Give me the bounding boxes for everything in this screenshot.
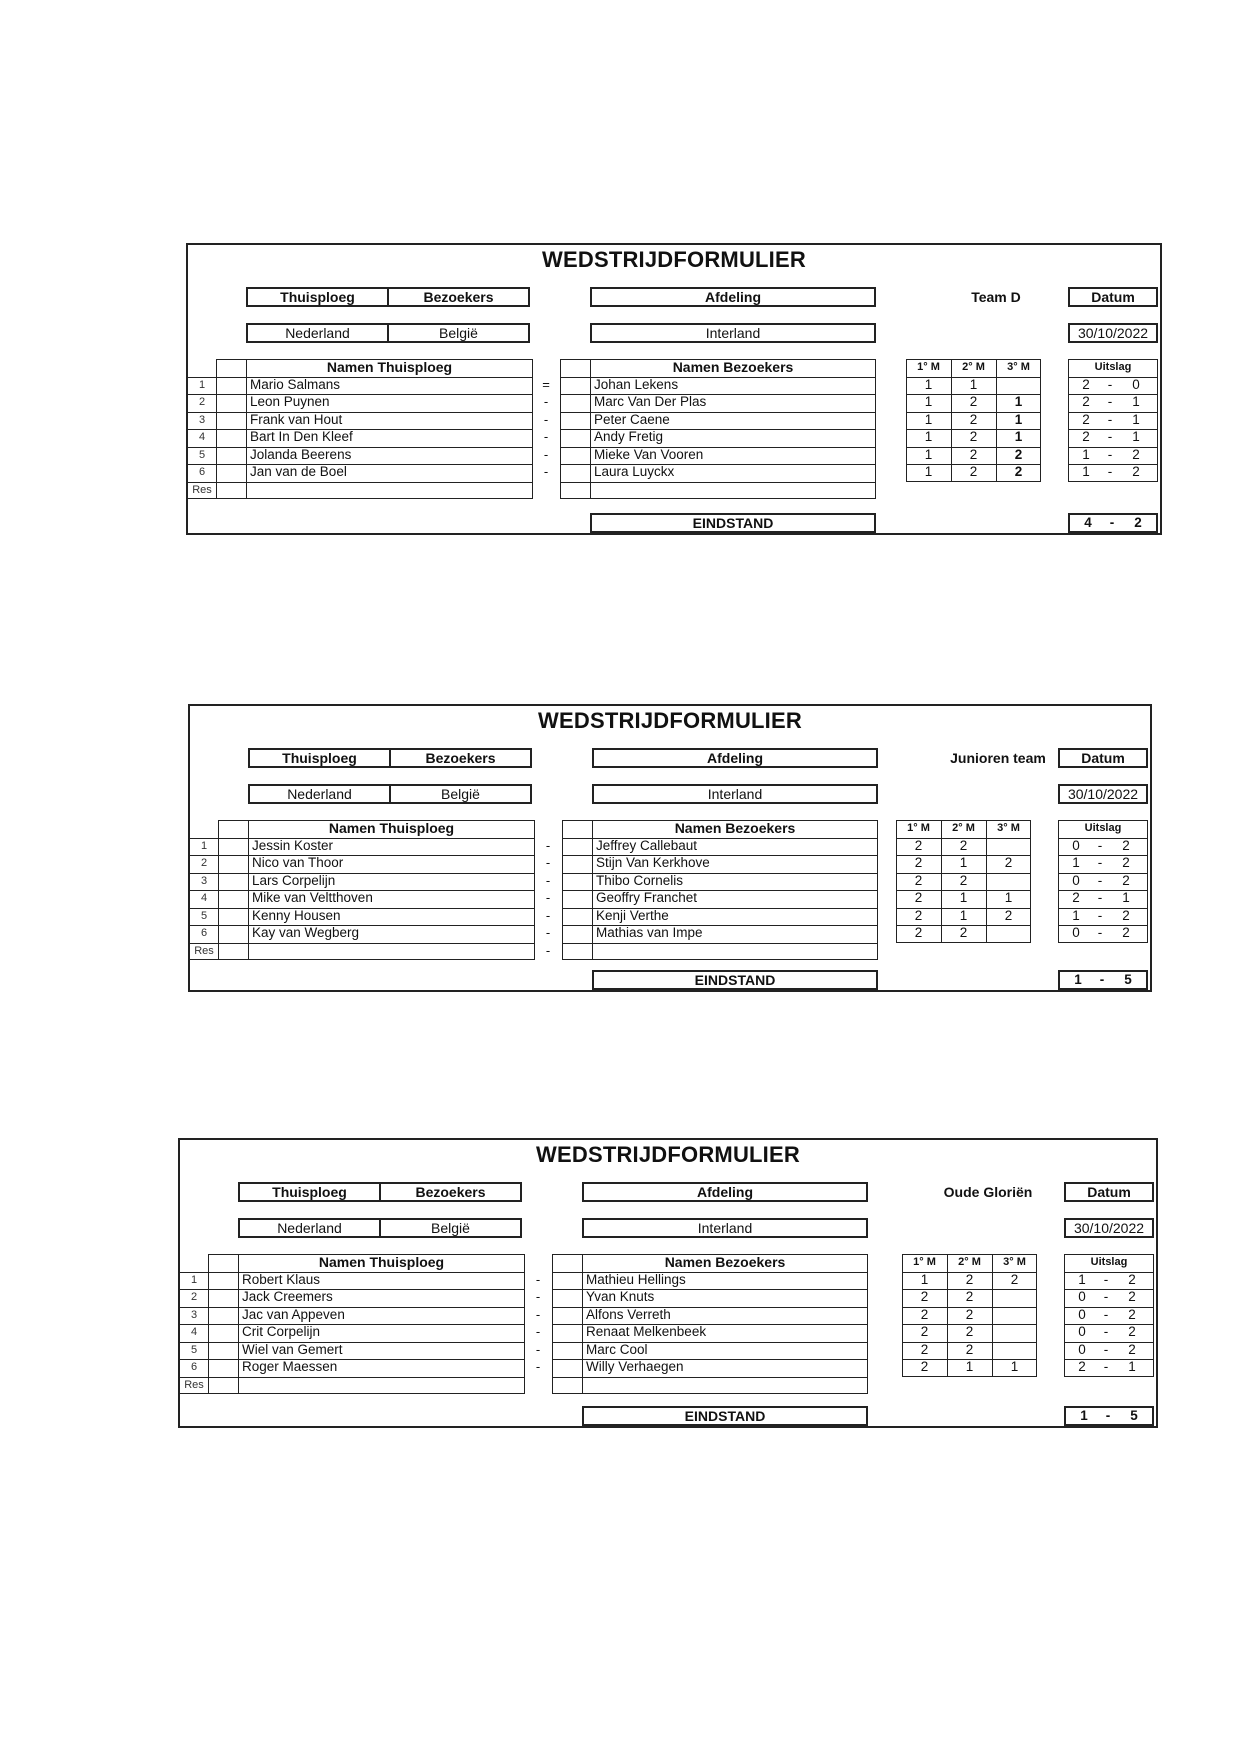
game-score: 2 — [914, 925, 923, 940]
home-label: Thuisploeg — [246, 287, 389, 307]
row-separator: - — [545, 907, 551, 923]
away-player-name: Mathieu Hellings — [586, 1271, 686, 1287]
game-score: 2 — [969, 464, 978, 479]
result-away: 1 — [1132, 429, 1140, 444]
result-home: 1 — [1082, 446, 1090, 462]
game-score: 2 — [1004, 855, 1013, 870]
home-player-name: Roger Maessen — [242, 1359, 338, 1374]
game-score: 2 — [920, 1289, 929, 1304]
row-number: 5 — [198, 448, 206, 461]
result-home: 1 — [1072, 907, 1080, 923]
away-player-name: Andy Fretig — [594, 429, 664, 444]
game-score: 2 — [914, 907, 923, 923]
final-away: 2 — [1134, 515, 1142, 530]
row-number: 4 — [190, 1326, 198, 1338]
game-score — [986, 838, 1031, 856]
res-separator: - — [545, 942, 551, 958]
game-score — [992, 1307, 1037, 1325]
match-form — [186, 243, 1162, 535]
away-player-name: Johan Lekens — [594, 376, 679, 392]
away-player-name: Peter Caene — [594, 411, 670, 427]
game-score: 2 — [1014, 464, 1023, 479]
away-player-name: Mieke Van Vooren — [594, 446, 704, 462]
result-away: 2 — [1128, 1271, 1136, 1287]
team-name: Oude Gloriën — [943, 1184, 1033, 1200]
result-dash: - — [1103, 1359, 1109, 1374]
game-score: 1 — [924, 411, 933, 427]
home-team: Nederland — [246, 323, 389, 343]
game-score: 1 — [1010, 1359, 1019, 1374]
game-score — [992, 1342, 1037, 1360]
result-away: 2 — [1132, 446, 1140, 462]
away-player-name: Willy Verhaegen — [586, 1359, 684, 1374]
home-player-name: Crit Corpelijn — [242, 1324, 321, 1339]
result-away: 2 — [1122, 837, 1130, 853]
date-label: Datum — [1058, 748, 1148, 768]
game-score: 2 — [914, 837, 923, 853]
row-separator: - — [535, 1359, 541, 1374]
away-player-name: Thibo Cornelis — [596, 872, 684, 888]
row-line — [560, 482, 876, 483]
game-score: 2 — [965, 1324, 974, 1339]
game-2-header: 2° M — [962, 361, 985, 373]
result-away: 2 — [1128, 1306, 1136, 1322]
team-name: Junioren team — [950, 750, 1046, 766]
final-score — [1068, 513, 1158, 533]
final-label: EINDSTAND — [582, 1406, 868, 1426]
home-team: Nederland — [248, 784, 391, 804]
home-names-header: Namen Thuisploeg — [326, 359, 453, 375]
result-home: 0 — [1078, 1341, 1086, 1357]
result-home: 2 — [1078, 1359, 1086, 1374]
result-away: 2 — [1128, 1324, 1136, 1339]
game-score: 2 — [965, 1271, 974, 1287]
row-number: 6 — [190, 1361, 198, 1373]
division-label: Afdeling — [582, 1182, 868, 1202]
row-number: 6 — [198, 466, 206, 478]
home-player-name: Nico van Thoor — [252, 855, 344, 870]
home-player-name: Mike van Veltthoven — [252, 890, 373, 905]
away-label: Bezoekers — [389, 748, 532, 768]
game-3-header: 3° M — [1003, 1256, 1026, 1268]
row-separator: - — [535, 1324, 541, 1339]
away-player-name: Stijn Van Kerkhove — [596, 855, 710, 870]
result-home: 0 — [1078, 1289, 1086, 1304]
game-score: 1 — [924, 464, 933, 479]
res-label: Res — [184, 1378, 204, 1391]
home-player-name: Frank van Hout — [250, 411, 343, 427]
result-away: 2 — [1122, 872, 1130, 888]
home-team: Nederland — [238, 1218, 381, 1238]
away-label: Bezoekers — [379, 1182, 522, 1202]
row-line — [188, 482, 533, 483]
game-score: 2 — [965, 1289, 974, 1304]
result-away: 1 — [1132, 394, 1140, 409]
result-away: 2 — [1122, 855, 1130, 870]
final-home: 1 — [1080, 1408, 1088, 1423]
row-separator: - — [545, 925, 551, 940]
away-player-name: Jeffrey Callebaut — [596, 837, 698, 853]
row-separator: - — [535, 1271, 541, 1287]
away-team: België — [389, 784, 532, 804]
date-label: Datum — [1064, 1182, 1154, 1202]
game-score: 2 — [969, 429, 978, 444]
home-player-name: Mario Salmans — [250, 376, 341, 392]
game-score: 2 — [959, 925, 968, 940]
result-away: 2 — [1122, 925, 1130, 940]
home-player-name: Robert Klaus — [242, 1271, 321, 1287]
match-form — [188, 704, 1152, 992]
result-home: 2 — [1082, 429, 1090, 444]
result-home: 0 — [1072, 872, 1080, 888]
home-player-name: Jolanda Beerens — [250, 446, 352, 462]
res-label: Res — [194, 944, 214, 957]
row-line — [552, 1377, 868, 1378]
game-3-header: 3° M — [1007, 361, 1030, 373]
home-player-name: Kay van Wegberg — [252, 925, 360, 940]
row-number: 2 — [198, 396, 206, 408]
away-player-name: Kenji Verthe — [596, 907, 669, 923]
result-dash: - — [1107, 429, 1113, 444]
result-home: 0 — [1078, 1306, 1086, 1322]
home-player-name: Jan van de Boel — [250, 464, 347, 479]
form-title: WEDSTRIJDFORMULIER — [542, 247, 806, 272]
final-dash: - — [1099, 972, 1105, 987]
final-label: EINDSTAND — [590, 513, 876, 533]
final-label: EINDSTAND — [592, 970, 878, 990]
away-player-name: Marc Van Der Plas — [594, 394, 707, 409]
game-score: 1 — [959, 907, 968, 923]
row-separator: = — [542, 376, 550, 392]
game-score: 2 — [914, 855, 923, 870]
game-score: 2 — [969, 446, 978, 462]
row-separator: - — [545, 872, 551, 888]
result-dash: - — [1097, 890, 1103, 905]
result-dash: - — [1097, 925, 1103, 940]
result-dash: - — [1097, 855, 1103, 870]
row-number: 5 — [200, 909, 208, 922]
home-player-name: Jack Creemers — [242, 1289, 333, 1304]
game-score: 1 — [1004, 890, 1013, 905]
row-separator: - — [543, 394, 549, 409]
date-value: 30/10/2022 — [1064, 1218, 1154, 1238]
row-separator: - — [543, 464, 549, 479]
row-separator: - — [535, 1289, 541, 1304]
row-line — [562, 943, 878, 944]
row-number: 1 — [198, 378, 206, 391]
result-dash: - — [1103, 1341, 1109, 1357]
game-score: 2 — [959, 872, 968, 888]
row-number: 5 — [190, 1343, 198, 1356]
row-line — [190, 943, 535, 944]
row-separator: - — [545, 890, 551, 905]
game-score: 2 — [920, 1324, 929, 1339]
game-score: 2 — [1014, 446, 1023, 462]
result-home: 2 — [1072, 890, 1080, 905]
result-away: 1 — [1122, 890, 1130, 905]
result-dash: - — [1107, 411, 1113, 427]
final-home: 4 — [1084, 515, 1092, 530]
row-number: 2 — [200, 857, 208, 869]
away-label: Bezoekers — [387, 287, 530, 307]
game-score: 1 — [924, 376, 933, 392]
result-home: 1 — [1082, 464, 1090, 479]
row-number: 4 — [200, 892, 208, 904]
result-home: 0 — [1078, 1324, 1086, 1339]
final-away: 5 — [1130, 1408, 1138, 1423]
game-score: 1 — [1014, 429, 1023, 444]
final-score — [1064, 1406, 1154, 1426]
result-header: Uitslag — [1084, 822, 1122, 834]
row-number: 3 — [198, 413, 206, 426]
row-number: 3 — [190, 1308, 198, 1321]
result-away: 2 — [1132, 464, 1140, 479]
row-number: 4 — [198, 431, 206, 443]
game-score: 2 — [965, 1306, 974, 1322]
game-1-header: 1° M — [907, 822, 930, 834]
game-score: 1 — [1014, 411, 1023, 427]
division-value: Interland — [592, 784, 878, 804]
game-2-header: 2° M — [958, 1256, 981, 1268]
result-home: 2 — [1082, 411, 1090, 427]
home-player-name: Lars Corpelijn — [252, 872, 336, 888]
game-2-header: 2° M — [952, 822, 975, 834]
form-title: WEDSTRIJDFORMULIER — [536, 1142, 800, 1167]
result-dash: - — [1103, 1289, 1109, 1304]
game-score — [986, 873, 1031, 891]
game-score: 1 — [924, 429, 933, 444]
game-score: 2 — [914, 890, 923, 905]
away-names-header: Namen Bezoekers — [674, 820, 796, 836]
division-value: Interland — [590, 323, 876, 343]
game-3-header: 3° M — [997, 822, 1020, 834]
game-score: 1 — [969, 376, 978, 392]
away-player-name: Alfons Verreth — [586, 1306, 671, 1322]
result-dash: - — [1107, 464, 1113, 479]
away-player-name: Marc Cool — [586, 1341, 648, 1357]
row-separator: - — [535, 1341, 541, 1357]
game-1-header: 1° M — [913, 1256, 936, 1268]
home-player-name: Bart In Den Kleef — [250, 429, 353, 444]
team-name: Team D — [971, 289, 1021, 305]
result-away: 2 — [1128, 1289, 1136, 1304]
final-dash: - — [1109, 515, 1115, 530]
date-label: Datum — [1068, 287, 1158, 307]
final-score — [1058, 970, 1148, 990]
game-score — [992, 1324, 1037, 1342]
res-label: Res — [192, 483, 212, 496]
game-score: 1 — [959, 855, 968, 870]
row-number: 1 — [190, 1273, 198, 1286]
form-title: WEDSTRIJDFORMULIER — [538, 708, 802, 733]
row-separator: - — [545, 855, 551, 870]
away-player-name: Yvan Knuts — [586, 1289, 655, 1304]
game-score: 2 — [1004, 907, 1013, 923]
game-score: 1 — [924, 394, 933, 409]
division-value: Interland — [582, 1218, 868, 1238]
row-number: 2 — [190, 1291, 198, 1303]
result-dash: - — [1097, 872, 1103, 888]
game-score: 2 — [969, 411, 978, 427]
home-player-name: Jessin Koster — [252, 837, 334, 853]
game-score — [996, 377, 1041, 395]
home-player-name: Jac van Appeven — [242, 1306, 345, 1322]
division-label: Afdeling — [592, 748, 878, 768]
away-names-header: Namen Bezoekers — [664, 1254, 786, 1270]
result-away: 2 — [1128, 1341, 1136, 1357]
home-player-name: Wiel van Gemert — [242, 1341, 343, 1357]
home-player-name: Leon Puynen — [250, 394, 330, 409]
row-separator: - — [535, 1306, 541, 1322]
result-away: 1 — [1132, 411, 1140, 427]
result-home: 0 — [1072, 925, 1080, 940]
result-home: 2 — [1082, 394, 1090, 409]
away-team: België — [379, 1218, 522, 1238]
row-line — [180, 1377, 525, 1378]
result-dash: - — [1097, 907, 1103, 923]
result-dash: - — [1097, 837, 1103, 853]
row-separator: - — [543, 429, 549, 444]
game-score: 1 — [1014, 394, 1023, 409]
game-score: 2 — [1010, 1271, 1019, 1287]
row-separator: - — [543, 411, 549, 427]
game-score: 2 — [969, 394, 978, 409]
game-score: 2 — [914, 872, 923, 888]
date-value: 30/10/2022 — [1058, 784, 1148, 804]
home-label: Thuisploeg — [248, 748, 391, 768]
game-score: 2 — [965, 1341, 974, 1357]
game-score: 2 — [920, 1306, 929, 1322]
date-value: 30/10/2022 — [1068, 323, 1158, 343]
result-home: 1 — [1078, 1271, 1086, 1287]
result-header: Uitslag — [1090, 1256, 1128, 1268]
result-home: 2 — [1082, 376, 1090, 392]
home-player-name: Kenny Housen — [252, 907, 341, 923]
result-dash: - — [1103, 1306, 1109, 1322]
game-score: 2 — [920, 1341, 929, 1357]
result-dash: - — [1103, 1324, 1109, 1339]
away-player-name: Mathias van Impe — [596, 925, 703, 940]
game-score — [986, 925, 1031, 943]
row-number: 1 — [200, 839, 208, 852]
away-player-name: Laura Luyckx — [594, 464, 675, 479]
row-separator: - — [545, 837, 551, 853]
home-names-header: Namen Thuisploeg — [318, 1254, 445, 1270]
result-dash: - — [1107, 376, 1113, 392]
game-score — [992, 1289, 1037, 1307]
game-score: 1 — [924, 446, 933, 462]
game-1-header: 1° M — [917, 361, 940, 373]
match-form — [178, 1138, 1158, 1428]
result-away: 0 — [1132, 376, 1140, 392]
away-player-name: Renaat Melkenbeek — [586, 1324, 707, 1339]
game-score: 2 — [959, 837, 968, 853]
final-home: 1 — [1074, 972, 1082, 987]
row-number: 3 — [200, 874, 208, 887]
away-names-header: Namen Bezoekers — [672, 359, 794, 375]
final-dash: - — [1105, 1408, 1111, 1423]
home-names-header: Namen Thuisploeg — [328, 820, 455, 836]
result-home: 1 — [1072, 855, 1080, 870]
game-score: 1 — [959, 890, 968, 905]
result-dash: - — [1107, 446, 1113, 462]
result-away: 1 — [1128, 1359, 1136, 1374]
game-score: 1 — [920, 1271, 929, 1287]
row-number: 6 — [200, 927, 208, 939]
away-team: België — [387, 323, 530, 343]
result-header: Uitslag — [1094, 361, 1132, 373]
game-score: 1 — [965, 1359, 974, 1374]
final-away: 5 — [1124, 972, 1132, 987]
row-separator: - — [543, 446, 549, 462]
away-player-name: Geoffry Franchet — [596, 890, 698, 905]
game-score: 2 — [920, 1359, 929, 1374]
result-home: 0 — [1072, 837, 1080, 853]
home-label: Thuisploeg — [238, 1182, 381, 1202]
result-dash: - — [1107, 394, 1113, 409]
result-dash: - — [1103, 1271, 1109, 1287]
result-away: 2 — [1122, 907, 1130, 923]
division-label: Afdeling — [590, 287, 876, 307]
